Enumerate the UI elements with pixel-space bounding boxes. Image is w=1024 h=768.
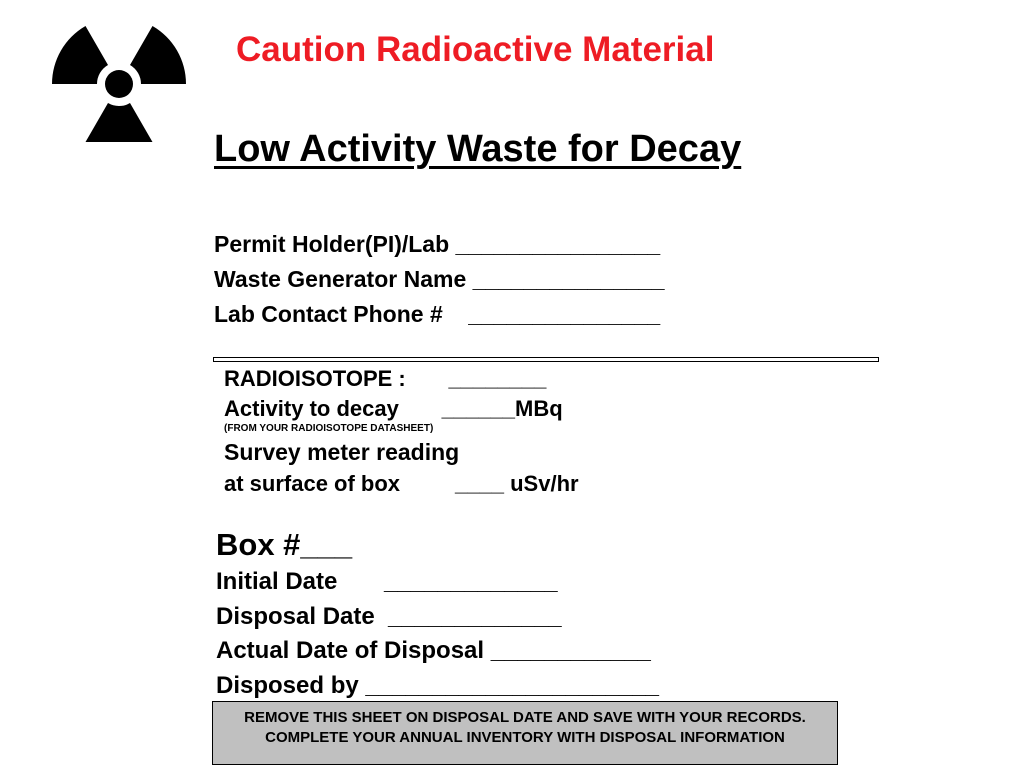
page-title: Low Activity Waste for Decay [214,128,742,170]
lab-contact-phone-field: Lab Contact Phone # _______________ [214,301,661,327]
initial-date-field: Initial Date _____________ [216,568,558,595]
section-divider [213,357,879,362]
actual-disposal-date-field: Actual Date of Disposal ____________ [216,637,651,664]
activity-to-decay-field: Activity to decay ______MBq [224,396,563,421]
caution-title: Caution Radioactive Material [236,30,715,69]
surface-reading-field: at surface of box ____ uSv/hr [224,471,579,496]
disposal-date-field: Disposal Date _____________ [216,603,562,630]
radioisotope-field: RADIOISOTOPE : ________ [224,366,547,391]
permit-holder-field: Permit Holder(PI)/Lab ________________ [214,231,661,257]
disposal-notice-box: REMOVE THIS SHEET ON DISPOSAL DATE AND SAVE WITH YOUR RECORDS. COMPLETE YOUR ANNUAL INVENTORY WITH DISPOSAL INFORMATION [212,701,838,765]
survey-meter-reading-label: Survey meter reading [224,439,460,465]
waste-generator-field: Waste Generator Name _______________ [214,266,665,292]
disposed-by-field: Disposed by ______________________ [216,672,660,699]
box-number-field: Box #___ [216,527,353,562]
datasheet-note: (FROM YOUR RADIOISOTOPE DATASHEET) [224,423,434,434]
radiation-trefoil-icon [48,18,190,142]
